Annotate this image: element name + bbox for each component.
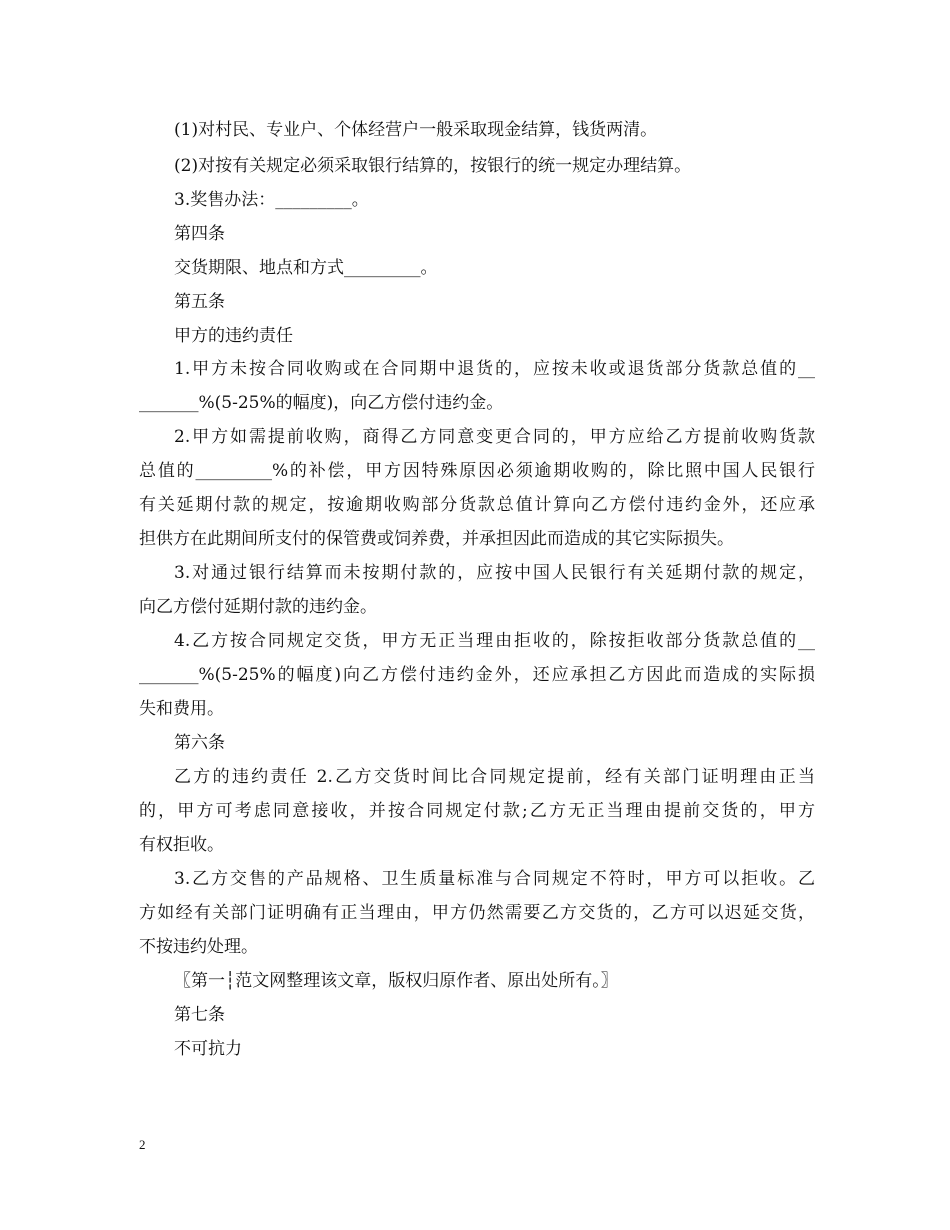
clause-a3-line-1: 3.对通过银行结算而未按期付款的，应按中国人民银行有关延期付款的规定，: [174, 563, 815, 583]
party-b-liability-line-3: 有权拒收。: [139, 835, 224, 855]
clause-a1-line-1: 1.甲方未按合同收购或在合同期中退货的，应按未收或退货部分货款总值的__: [174, 359, 815, 379]
clause-a2-line-1: 2.甲方如需提前收购，商得乙方同意变更合同的，甲方应给乙方提前收购货款: [174, 427, 815, 447]
clause-a2-line-4: 担供方在此期间所支付的保管费或饲养费，并承担因此而造成的其它实际损失。: [139, 529, 734, 549]
clause-a2-line-3: 有关延期付款的规定，按逾期收购部分货款总值计算向乙方偿付违约金外，还应承: [139, 495, 815, 515]
article-7-heading: 第七条: [174, 1005, 225, 1025]
party-b-liability-line-2: 的，甲方可考虑同意接收，并按合同规定付款;乙方无正当理由提前交货的，甲方: [139, 801, 815, 821]
clause-b3-line-2: 方如经有关部门证明确有正当理由，甲方仍然需要乙方交货的，乙方可以迟延交货，: [139, 903, 815, 923]
para-delivery-terms: 交货期限、地点和方式_________。: [174, 258, 438, 278]
clause-a4-line-2: _______%(5-25%的幅度)向乙方偿付违约金外，还应承担乙方因此而造成的实际损: [139, 665, 815, 685]
party-a-liability-heading: 甲方的违约责任: [174, 326, 293, 346]
clause-b3-line-3: 不按违约处理。: [139, 937, 258, 957]
clause-a4-line-1: 4.乙方按合同规定交货，甲方无正当理由拒收的，除按拒收部分货款总值的__: [174, 631, 815, 651]
para-1-2: (2)对按有关规定必须采取银行结算的，按银行的统一规定办理结算。: [174, 156, 692, 176]
clause-a3-line-2: 向乙方偿付延期付款的违约金。: [139, 597, 377, 617]
clause-b3-line-1: 3.乙方交售的产品规格、卫生质量标准与合同规定不符时，甲方可以拒收。乙: [174, 869, 815, 889]
clause-a2-line-2: 总值的_________%的补偿，甲方因特殊原因必须逾期收购的，除比照中国人民银行: [139, 461, 815, 481]
page-number: 2: [139, 1137, 146, 1152]
clause-a4-line-3: 失和费用。: [139, 699, 224, 719]
para-award-method: 3.奖售办法：_________。: [174, 190, 369, 210]
para-1-1: (1)对村民、专业户、个体经营户一般采取现金结算，钱货两清。: [174, 120, 658, 140]
article-5-heading: 第五条: [174, 292, 225, 312]
party-b-liability-line-1: 乙方的违约责任 2.乙方交货时间比合同规定提前，经有关部门证明理由正当: [174, 767, 815, 787]
article-4-heading: 第四条: [174, 224, 225, 244]
article-6-heading: 第六条: [174, 733, 225, 753]
force-majeure-heading: 不可抗力: [174, 1039, 242, 1059]
copyright-notice: 〖第一┆范文网整理该文章，版权归原作者、原出处所有。〗: [174, 971, 618, 991]
clause-a1-line-2: _______%(5-25%的幅度)，向乙方偿付违约金。: [139, 393, 504, 413]
